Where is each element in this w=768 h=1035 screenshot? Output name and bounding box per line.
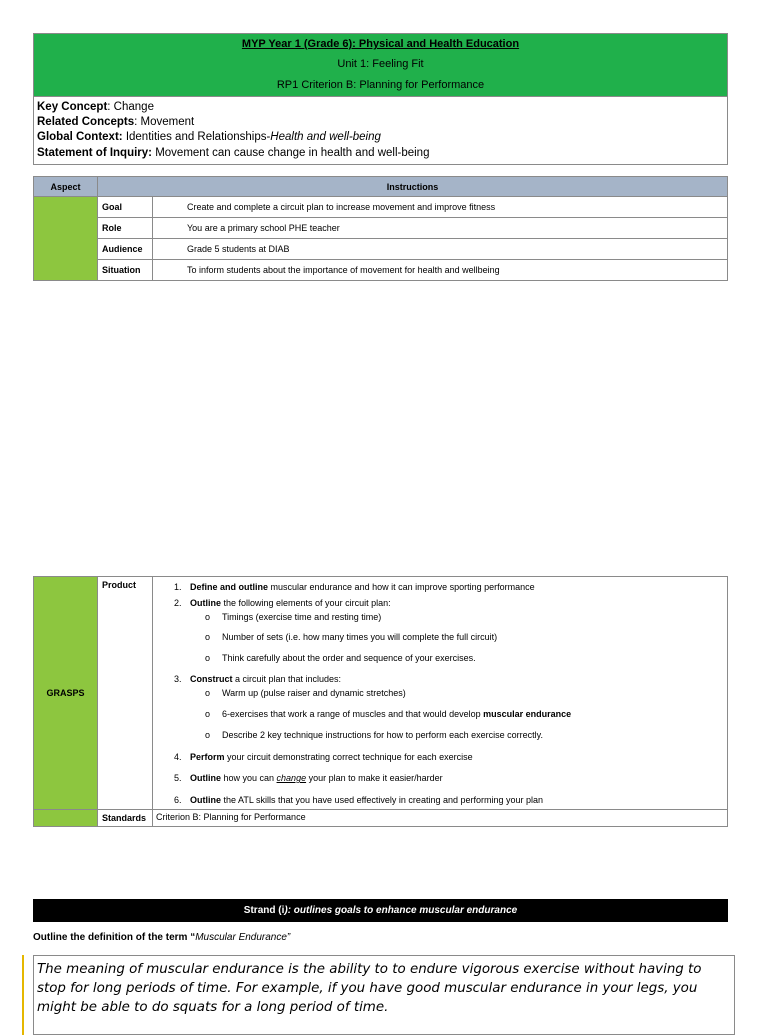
row-text: Create and complete a circuit plan to increase movement and improve fitness bbox=[153, 197, 728, 218]
item-number: 1. bbox=[174, 582, 182, 592]
item-text: Describe 2 key technique instructions for how to perform each exercise correctly. bbox=[222, 730, 543, 740]
item-text: Number of sets (i.e. how many times you will complete the full circuit) bbox=[222, 632, 498, 642]
item-number: 6. bbox=[174, 795, 182, 805]
strand-label-italic: ): outlines goals to enhance muscular endurance bbox=[284, 905, 518, 916]
bullet-icon: o bbox=[205, 612, 211, 622]
inquiry-value: Movement can cause change in health and well-being bbox=[152, 147, 430, 159]
aspect-table-header bbox=[34, 177, 728, 197]
related-concepts-label: Related Concepts bbox=[37, 116, 135, 128]
header-box bbox=[33, 33, 728, 165]
item-text: Warm up (pulse raiser and dynamic stretches) bbox=[222, 688, 406, 698]
key-concept-label: Key Concept bbox=[37, 101, 108, 113]
product-row bbox=[34, 577, 728, 810]
item-text: Think carefully about the order and sequence of your exercises. bbox=[222, 653, 476, 663]
key-concept bbox=[37, 101, 154, 113]
bullet-icon: o bbox=[205, 709, 211, 719]
row-label: Goal bbox=[98, 197, 153, 218]
header-banner bbox=[34, 34, 727, 97]
item-text: your circuit demonstrating correct technique for each exercise bbox=[224, 752, 473, 762]
standards-row bbox=[34, 810, 728, 827]
item-number: 4. bbox=[174, 752, 182, 762]
item-bold: Define and outline bbox=[190, 582, 269, 592]
standards-green-cell bbox=[34, 810, 98, 827]
item-bold: Outline bbox=[190, 598, 221, 608]
table-row bbox=[34, 218, 728, 239]
standards-label: Standards bbox=[98, 810, 153, 827]
item-text: 6-exercises that work a range of muscles and that would develop bbox=[222, 709, 484, 719]
item-number: 5. bbox=[174, 773, 182, 783]
outline-prompt-text: Outline the definition of the term “ bbox=[33, 932, 196, 943]
key-concept-value: : Change bbox=[107, 101, 154, 113]
table-row bbox=[34, 239, 728, 260]
item-text: a circuit plan that includes: bbox=[232, 674, 342, 684]
instructions-header: Instructions bbox=[98, 177, 728, 197]
item-text: the ATL skills that you have used effectively in creating and performing your plan bbox=[221, 795, 544, 805]
answer-margin-bar bbox=[22, 955, 24, 1035]
strand-bar bbox=[33, 899, 728, 922]
item-text: how you can bbox=[221, 773, 277, 783]
row-text: Grade 5 students at DIAB bbox=[153, 239, 728, 260]
related-concepts-value: : Movement bbox=[134, 116, 195, 128]
answer-box[interactable] bbox=[33, 955, 735, 1035]
grasps-table bbox=[33, 576, 728, 827]
related-concepts bbox=[37, 116, 194, 128]
document-title: MYP Year 1 (Grade 6): Physical and Health Education bbox=[241, 38, 520, 50]
row-label: Role bbox=[98, 218, 153, 239]
global-context-italic: Health and well-being bbox=[270, 131, 381, 143]
unit-title: Unit 1: Feeling Fit bbox=[337, 58, 424, 70]
item-text: Timings (exercise time and resting time) bbox=[222, 612, 382, 622]
bullet-icon: o bbox=[205, 632, 211, 642]
item-bold: Outline bbox=[190, 795, 221, 805]
aspect-table bbox=[33, 176, 728, 281]
aspect-header: Aspect bbox=[34, 177, 98, 197]
global-context-label: Global Context: bbox=[37, 131, 123, 143]
bullet-icon: o bbox=[205, 653, 211, 663]
row-label: Situation bbox=[98, 260, 153, 281]
product-list bbox=[157, 580, 723, 806]
row-text: You are a primary school PHE teacher bbox=[153, 218, 728, 239]
inquiry-label: Statement of Inquiry: bbox=[37, 147, 153, 159]
item-number: 3. bbox=[174, 674, 182, 684]
item-text: muscular endurance and how it can improve sporting performance bbox=[268, 582, 535, 592]
standards-value: Criterion B: Planning for Performance bbox=[153, 810, 728, 827]
global-context-value: Identities and Relationships- bbox=[122, 131, 271, 143]
item-bold: Outline bbox=[190, 773, 221, 783]
bullet-icon: o bbox=[205, 688, 211, 698]
item-bold: muscular endurance bbox=[483, 709, 572, 719]
table-row bbox=[34, 197, 728, 218]
row-text: To inform students about the importance of movement for health and wellbeing bbox=[153, 260, 728, 281]
bullet-icon: o bbox=[205, 730, 211, 740]
item-bold: Construct bbox=[190, 674, 233, 684]
table-row bbox=[34, 260, 728, 281]
outline-prompt bbox=[33, 932, 290, 943]
grasps-label: GRASPS bbox=[34, 577, 98, 810]
row-label: Audience bbox=[98, 239, 153, 260]
item-emphasis: change bbox=[276, 773, 307, 783]
aspect-green-cell bbox=[34, 197, 98, 281]
item-number: 2. bbox=[174, 598, 182, 608]
outline-prompt-term: Muscular Endurance” bbox=[195, 932, 291, 943]
item-text: your plan to make it easier/harder bbox=[306, 773, 443, 783]
criterion-title: RP1 Criterion B: Planning for Performance bbox=[276, 79, 485, 91]
statement-of-inquiry bbox=[37, 147, 429, 159]
global-context bbox=[37, 131, 381, 143]
product-list-cell bbox=[153, 577, 728, 810]
strand-label: Strand (i bbox=[243, 905, 285, 916]
item-bold: Perform bbox=[190, 752, 225, 762]
product-label: Product bbox=[98, 577, 153, 810]
item-text: the following elements of your circuit plan: bbox=[221, 598, 391, 608]
answer-text[interactable]: The meaning of muscular endurance is the ability to to endure vigorous exercise without having to stop for long periods of time. For example, if you have good muscular endurance in your legs, you might be able to do squats for a long period of time. bbox=[37, 962, 702, 1015]
